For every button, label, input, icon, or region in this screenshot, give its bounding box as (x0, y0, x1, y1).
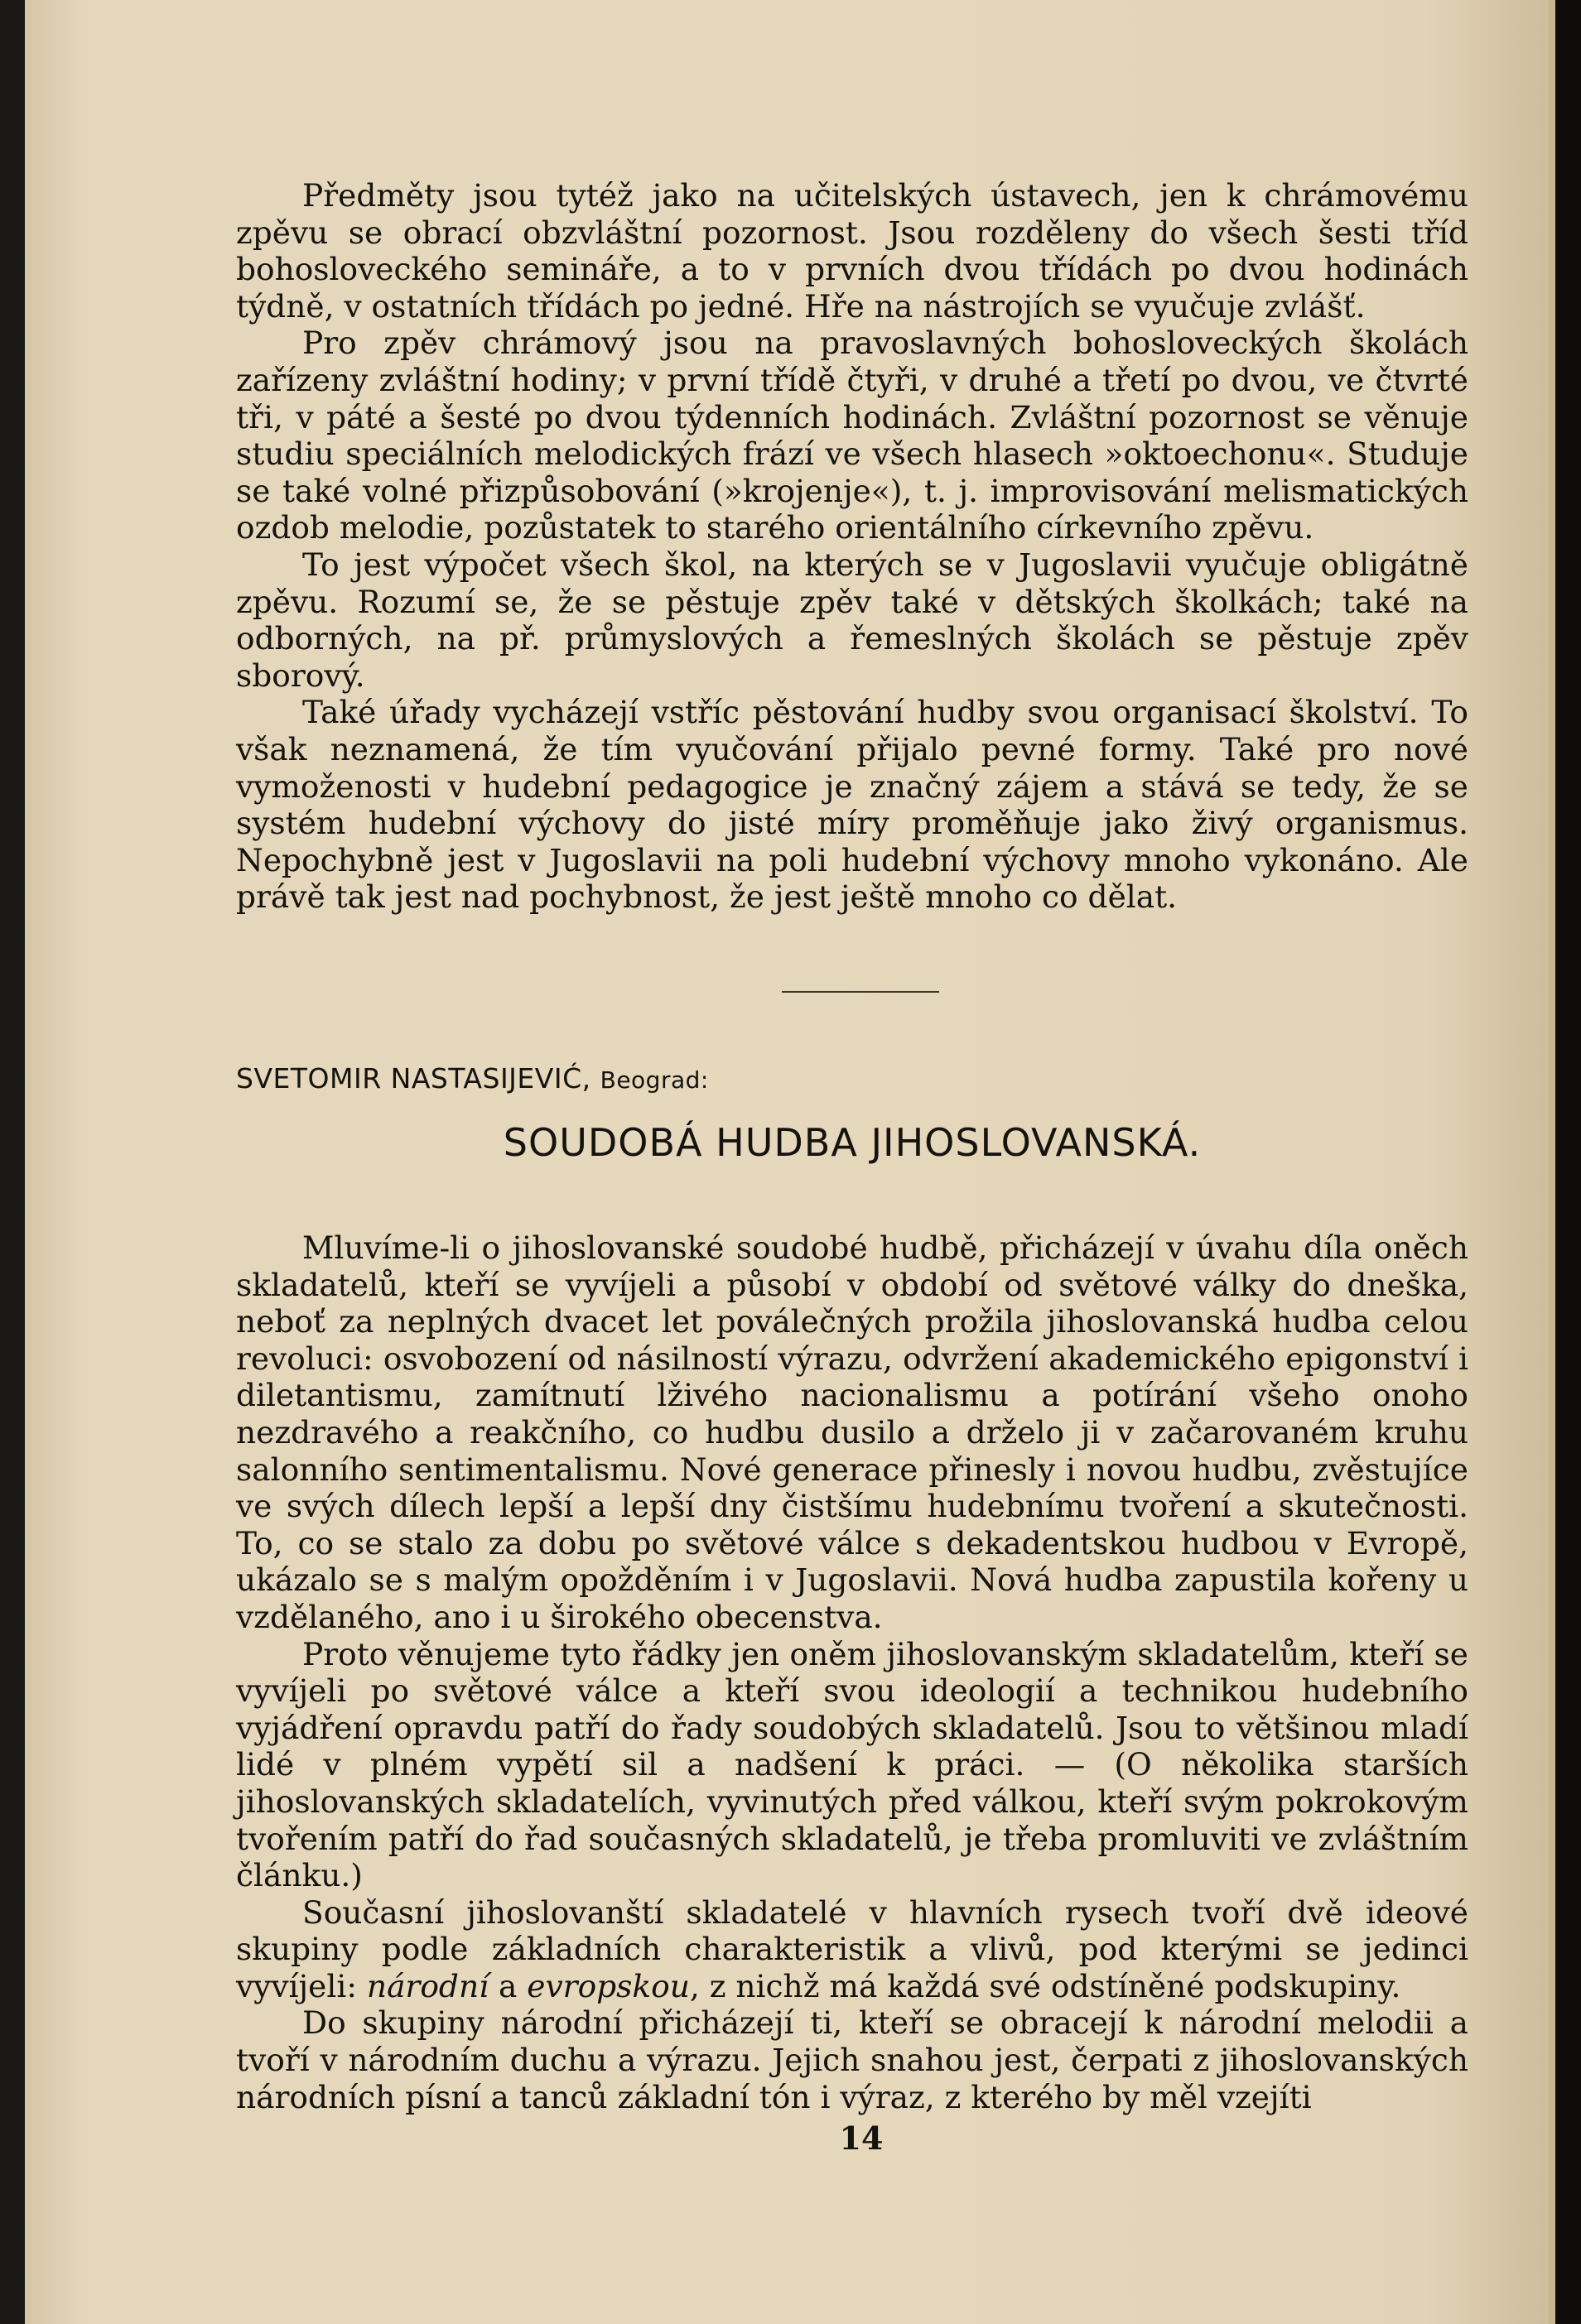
paragraph: Také úřady vycházejí vstříc pěstování hudby svou organisací školství. To však neznamená, že tím vyučování přijalo pevné formy. Také pro nové vymoženosti v hudební pedagogice je značný zájem a stává se tedy, že se systém hudební výchovy do jisté míry proměňuje jako živý organismus. Nepochybně jest v Jugoslavii na poli hudební výchovy mnoho vykonáno. Ale právě tak jest nad pochybnost, že jest ještě mnoho co dělat. (236, 694, 1468, 916)
paragraph: Mluvíme-li o jihoslovanské soudobé hudbě, přicházejí v úvahu díla oněch skladatelů, kteří se vyvíjeli a působí v období od světové války do dneška, neboť za neplných dvacet let poválečných prožila jihoslovanská hudba celou revoluci: osvobození od násilností výrazu, odvržení akademického epigonství i diletantismu, zamítnutí lživého nacionalismu a potírání všeho onoho nezdravého a reakčního, co hudbu dusilo a drželo ji v začarovaném kruhu salonního sentimentalismu. Nové generace přinesly i novou hudbu, zvěstujíce ve svých dílech lepší a lepší dny čistšímu hudebnímu tvoření a skutečnosti. To, co se stalo za dobu po světové válce s dekadentskou hudbou v Evropě, ukázalo se s malým opožděním i v Jugoslavii. Nová hudba zapustila kořeny u vzdělaného, ano i u širokého obecenstva. (236, 1229, 1468, 1635)
paragraph: Pro zpěv chrámový jsou na pravoslavných bohosloveckých školách zařízeny zvláštní hodiny; v první třídě čtyři, v druhé a třetí po dvou, ve čtvrté tři, v páté a šesté po dvou týdenních hodinách. Zvláštní pozornost se věnuje studiu speciálních melodických frází ve všech hlasech »oktoechonu«. Studuje se také volné přizpůsobování (»krojenje«), t. j. improvisování melismatických ozdob melodie, pozůstatek to starého orientálního církevního zpěvu. (236, 325, 1468, 546)
page-number: 14 (839, 2120, 884, 2157)
previous-article-conclusion (236, 177, 1468, 916)
paragraph-text: , z nichž má každá své odstíněné podskupiny. (689, 1967, 1401, 2004)
paragraph: Proto věnujeme tyto řádky jen oněm jihoslovanským skladatelům, kteří se vyvíjeli po světové válce a kteří svou ideologií a technikou hudebního vyjádření opravdu patří do řady soudobých skladatelů. Jsou to většinou mladí lidé v plném vypětí sil a nadšení k práci. — (O několika starších jihoslovanských skladatelích, vyvinutých před válkou, kteří svým pokrokovým tvořením patří do řad současných skladatelů, je třeba promluviti ve zvláštním článku.) (236, 1635, 1468, 1894)
paragraph (236, 1894, 1468, 2005)
author-name: SVETOMIR NASTASIJEVIĆ, (236, 1062, 591, 1095)
author-city: Beograd: (600, 1066, 709, 1094)
paragraph-text: a (489, 1967, 528, 2004)
emphasis-term: národní (366, 1967, 489, 2004)
emphasis-term: evropskou (527, 1967, 690, 2004)
paragraph: Do skupiny národní přicházejí ti, kteří se obracejí k národní melodii a tvoří v národním duchu a výrazu. Jejich snahou jest, čerpati z jihoslovanských národních písní a tanců základní tón i výraz, z kterého by měl vzejíti (236, 2004, 1468, 2115)
paragraph: To jest výpočet všech škol, na kterých se v Jugoslavii vyučuje obligátně zpěvu. Rozumí se, že se pěstuje zpěv také v dětských školkách; také na odborných, na př. průmyslových a řemeslných školách se pěstuje zpěv sborový. (236, 546, 1468, 694)
section-divider (782, 991, 939, 993)
article-byline (236, 1062, 1395, 1097)
article-title: SOUDOBÁ HUDBA JIHOSLOVANSKÁ. (503, 1120, 1202, 1165)
next-page-edge (1549, 0, 1555, 2324)
article-body (236, 1229, 1468, 2115)
paragraph-text: Současní jihoslovanští skladatelé v hlavních rysech tvoří dvě ideové skupiny podle základních charakteristik a vlivů, pod kterými se jedinci vyvíjeli: (236, 1893, 1468, 2004)
binding-shadow (1555, 0, 1581, 2324)
paragraph: Předměty jsou tytéž jako na učitelských ústavech, jen k chrámovému zpěvu se obrací obzvláštní pozornost. Jsou rozděleny do všech šesti tříd bohosloveckého semináře, a to v prvních dvou třídách po dvou hodinách týdně, v ostatních třídách po jedné. Hře na nástrojích se vyučuje zvlášť. (236, 177, 1468, 325)
